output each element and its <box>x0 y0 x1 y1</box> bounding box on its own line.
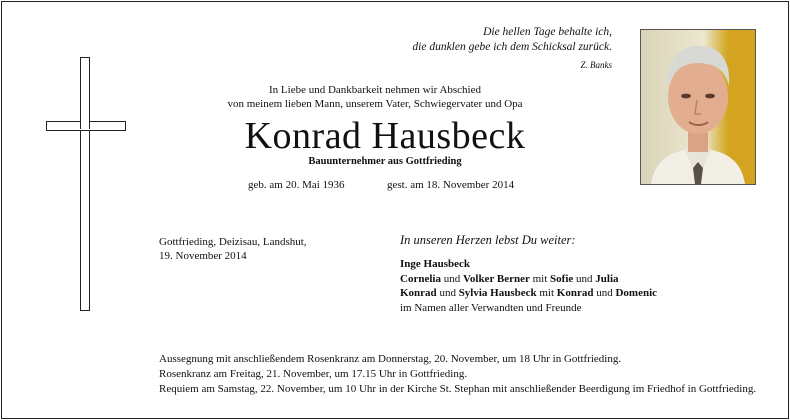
connector-text: mit <box>536 287 557 299</box>
survivor-name: Domenic <box>615 287 658 299</box>
service-line-requiem: Requiem am Samstag, 22. November, um 10 Uhr in der Kirche St. Stephan mit anschließender Beerdigung im Friedhof in Gottfrieding. <box>159 383 757 395</box>
memorial-quote <box>412 25 612 73</box>
service-details <box>159 352 756 397</box>
date-line: 19. November 2014 <box>159 250 247 262</box>
intro-line-2: von meinem lieben Mann, unserem Vater, Schwiegervater und Opa <box>227 98 523 110</box>
place-line: Gottfrieding, Deizisau, Landshut, <box>159 236 307 248</box>
survivor-name: Sylvia Hausbeck <box>458 287 537 299</box>
connector-text: und <box>573 272 596 285</box>
survivor-name: Cornelia <box>400 272 441 285</box>
intro-line-1: In Liebe und Dankbarkeit nehmen wir Abschied <box>269 84 481 96</box>
survivor-line <box>400 272 657 287</box>
connector-text: und <box>593 287 616 299</box>
connector-text: mit <box>529 272 551 285</box>
deceased-profession: Bauunternehmer aus Gottfrieding <box>308 156 462 167</box>
survivor-line <box>400 286 657 301</box>
birth-date: geb. am 20. Mai 1936 <box>248 179 345 191</box>
death-date: gest. am 18. November 2014 <box>387 179 515 191</box>
connector-text: und <box>436 287 459 299</box>
connector-text: und <box>440 272 463 285</box>
survivor-name: Konrad <box>400 287 437 299</box>
survivor-name: Volker Berner <box>462 272 530 285</box>
survivor-line: im Namen aller Verwandten und Freunde <box>400 301 582 314</box>
service-line-rosary: Rosenkranz am Freitag, 21. November, um 17.15 Uhr in Gottfrieding. <box>159 368 468 380</box>
survivor-name: Inge Hausbeck <box>400 258 470 270</box>
survivors-heading: In unseren Herzen lebst Du weiter: <box>400 233 576 247</box>
service-line-blessing: Aussegnung mit anschließendem Rosenkranz am Donnerstag, 20. November, um 18 Uhr in Gottfrieding. <box>159 353 622 365</box>
quote-line-1: Die hellen Tage behalte ich, <box>483 26 612 38</box>
survivor-line <box>400 257 657 272</box>
portrait-photo <box>640 29 756 185</box>
survivors-list <box>400 257 657 315</box>
farewell-intro <box>225 83 525 111</box>
deceased-name: Konrad Hausbeck <box>244 115 526 157</box>
quote-author: Z. Banks <box>580 60 612 70</box>
quote-line-2: die dunklen gebe ich dem Schicksal zurück. <box>412 41 612 53</box>
survivor-name: Sofie <box>550 272 574 285</box>
survivor-name: Julia <box>595 272 619 285</box>
cross-icon <box>46 57 126 311</box>
survivor-name: Konrad <box>556 287 594 299</box>
place-and-date <box>159 235 307 263</box>
